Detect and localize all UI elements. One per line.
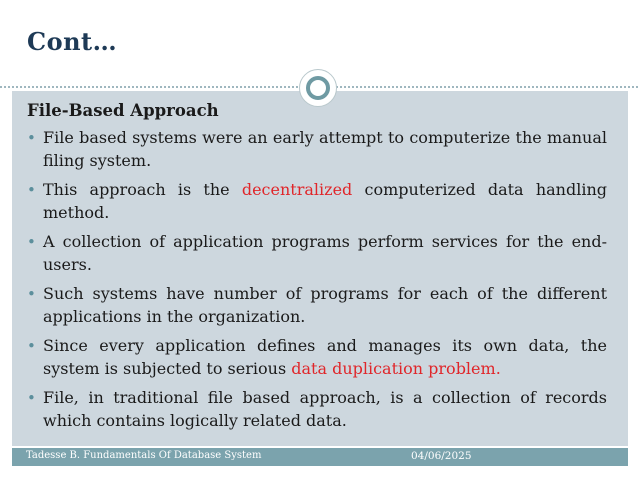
bullet-text: File, in traditional file based approach, is a collection of records which contains logically related data.: [43, 388, 607, 430]
bullet-text: This approach is the: [43, 180, 242, 199]
bullet-item: [27, 127, 607, 172]
bullet-dot-icon: •: [27, 389, 36, 407]
bullet-text-tail: computerized data handling method.: [43, 180, 607, 222]
bullet-text: A collection of application programs perform services for the end-users.: [43, 232, 607, 274]
slide-title: Cont…: [27, 27, 118, 56]
bullet-item: [27, 387, 607, 432]
bullet-dot-icon: •: [27, 337, 36, 355]
bullet-dot-icon: •: [27, 233, 36, 251]
highlighted-term: data duplication problem.: [291, 358, 501, 378]
footer-author-course: Tadesse B. Fundamentals Of Database System: [26, 450, 262, 461]
bullet-text: Since every application defines and manages its own data, the system is subjected to serious: [43, 336, 607, 378]
bullet-text: File based systems were an early attempt to computerize the manual filing system.: [43, 128, 607, 170]
highlighted-term: decentralized: [241, 180, 353, 199]
bullet-dot-icon: •: [27, 129, 36, 147]
circle-ring: [306, 76, 330, 100]
bullet-list: [27, 127, 607, 432]
bullet-item: [27, 283, 607, 328]
bullet-item: [27, 179, 607, 224]
bullet-item: [27, 231, 607, 276]
bullet-dot-icon: •: [27, 181, 36, 199]
bullet-dot-icon: •: [27, 285, 36, 303]
bullet-text: Such systems have number of programs for each of the different applications in the organization.: [43, 284, 607, 326]
footer-date: 04/06/2025: [411, 450, 472, 462]
slide-content: [27, 101, 607, 439]
section-heading: File-Based Approach: [27, 101, 219, 120]
bullet-item: [27, 335, 607, 380]
